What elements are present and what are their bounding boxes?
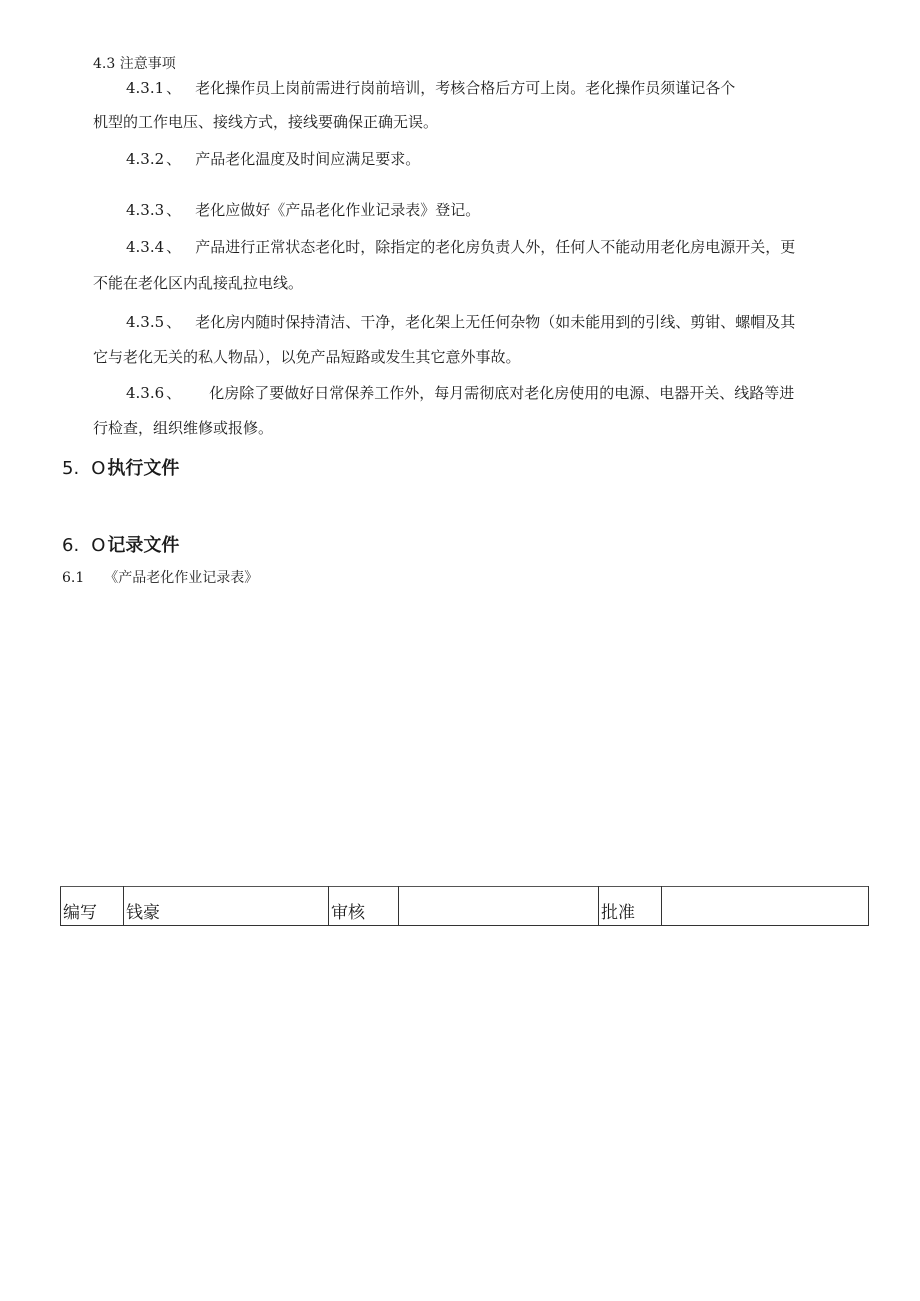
item-text-line1: 老化操作员上岗前需进行岗前培训，考核合格后方可上岗。老化操作员须谨记各个	[195, 79, 736, 97]
item-4-3-6-line2: 行检查，组织维修或报修。	[93, 419, 274, 437]
signoff-row	[61, 887, 869, 926]
item-separator: 、	[166, 313, 182, 331]
reviewed-label: 审核	[329, 887, 399, 926]
item-text-line1: 产品老化温度及时间应满足要求。	[195, 150, 421, 168]
section-bullet: O	[91, 535, 106, 556]
item-text-line1: 化房除了要做好日常保养工作外，每月需彻底对老化房使用的电源、电器开关、线路等进	[209, 384, 795, 402]
item-number: 4.3.4	[126, 238, 165, 256]
item-separator: 、	[166, 238, 182, 256]
item-number: 4.3.3	[126, 201, 165, 219]
item-separator: 、	[166, 150, 182, 168]
item-text-line1: 老化应做好《产品老化作业记录表》登记。	[195, 201, 481, 219]
section-number: 6.	[62, 535, 80, 556]
item-separator: 、	[166, 384, 182, 402]
item-4-3-4	[126, 237, 795, 257]
section-bullet: O	[91, 458, 106, 479]
item-4-3-1	[126, 78, 735, 98]
section-number: 5.	[62, 458, 80, 479]
approved-label: 批准	[599, 887, 662, 926]
item-text-line1: 老化房内随时保持清洁、干净，老化架上无任何杂物（如未能用到的引线、剪钳、螺帽及其	[195, 313, 796, 331]
item-separator: 、	[166, 201, 182, 219]
section-title: 执行文件	[107, 458, 180, 479]
section-4-3-title: 4.3 注意事项	[93, 56, 176, 72]
approved-value	[662, 887, 869, 926]
item-number: 4.3.1	[126, 79, 165, 97]
item-4-3-2	[126, 149, 420, 169]
item-number: 4.3.5	[126, 313, 165, 331]
reviewed-value	[399, 887, 599, 926]
item-number: 4.3.6	[126, 384, 165, 402]
item-number: 6.1	[62, 570, 85, 586]
item-4-3-1-line2: 机型的工作电压、接线方式，接线要确保正确无误。	[93, 113, 439, 131]
section-title: 记录文件	[107, 535, 180, 556]
item-separator: 、	[166, 79, 182, 97]
item-number: 4.3.2	[126, 150, 165, 168]
item-4-3-3	[126, 200, 480, 220]
item-4-3-5-line2: 它与老化无关的私人物品），以免产品短路或发生其它意外事故。	[93, 348, 521, 366]
item-text: 《产品老化作业记录表》	[104, 570, 259, 586]
prepared-value: 钱豪	[124, 887, 329, 926]
section-6-heading	[62, 534, 179, 558]
item-text-line1: 产品进行正常状态老化时，除指定的老化房负责人外，任何人不能动用老化房电源开关，更	[195, 238, 796, 256]
item-4-3-4-line2: 不能在老化区内乱接乱拉电线。	[93, 274, 304, 292]
section-5-heading	[62, 457, 179, 481]
item-6-1	[62, 568, 258, 588]
item-4-3-5	[126, 312, 795, 332]
item-4-3-6	[126, 383, 794, 403]
signoff-table	[60, 886, 869, 926]
prepared-label: 编写	[61, 887, 124, 926]
